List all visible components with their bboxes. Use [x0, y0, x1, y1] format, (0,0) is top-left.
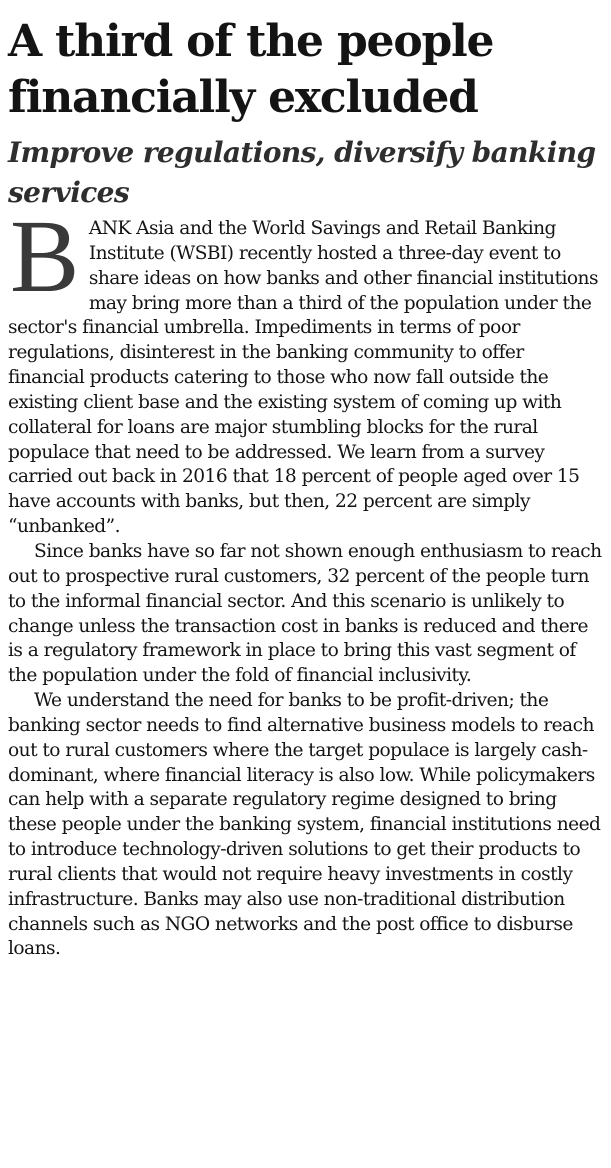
editorial-article [8, 14, 603, 962]
paragraph-2: Since banks have so far not shown enough enthusiasm to reach out to prospective rural customers, 32 percent of the people turn to the informal financial sector. And this scenario is unlikely to change unless the transaction cost in banks is reduced and there is a regulatory framework in place to bring this vast segment of the population under the fold of financial inclusivity. [8, 540, 602, 687]
paragraph-3: We understand the need for banks to be profit-driven; the banking sector needs to find alternative business models to reach out to rural customers where the target populace is largely cash-dominant, where financial literacy is also low. While policymakers can help with a separate regulatory regime designed to bring these people under the banking system, financial institutions need to introduce technology-driven solutions to get their products to rural clients that would not require heavy investments in costly infrastructure. Banks may also use non-traditional distribution channels such as NGO networks and the post office to disburse loans. [8, 690, 601, 960]
subheadline: Improve regulations, diversify banking services [8, 136, 596, 209]
paragraph-1-text: ANK Asia and the World Savings and Retail Banking Institute (WSBI) recently hosted a three-day event to share ideas on how banks and other financial institutions may bring more than a third of the population under the sector's financial umbrella. Impediments in terms of poor regulations, disinterest in the banking community to offer financial products catering to those who now fall outside the existing client base and the existing system of coming up with collateral for loans are major stumbling blocks for the rural populace that need to be addressed. We learn from a survey carried out back in 2016 that 18 percent of people aged over 15 have accounts with banks, but then, 22 percent are simply “unbanked”. [8, 218, 598, 538]
headline: A third of the people financially excluded [8, 16, 494, 123]
paragraph-1 [8, 199, 603, 540]
drop-cap: B [10, 199, 79, 314]
article-body [8, 199, 603, 962]
